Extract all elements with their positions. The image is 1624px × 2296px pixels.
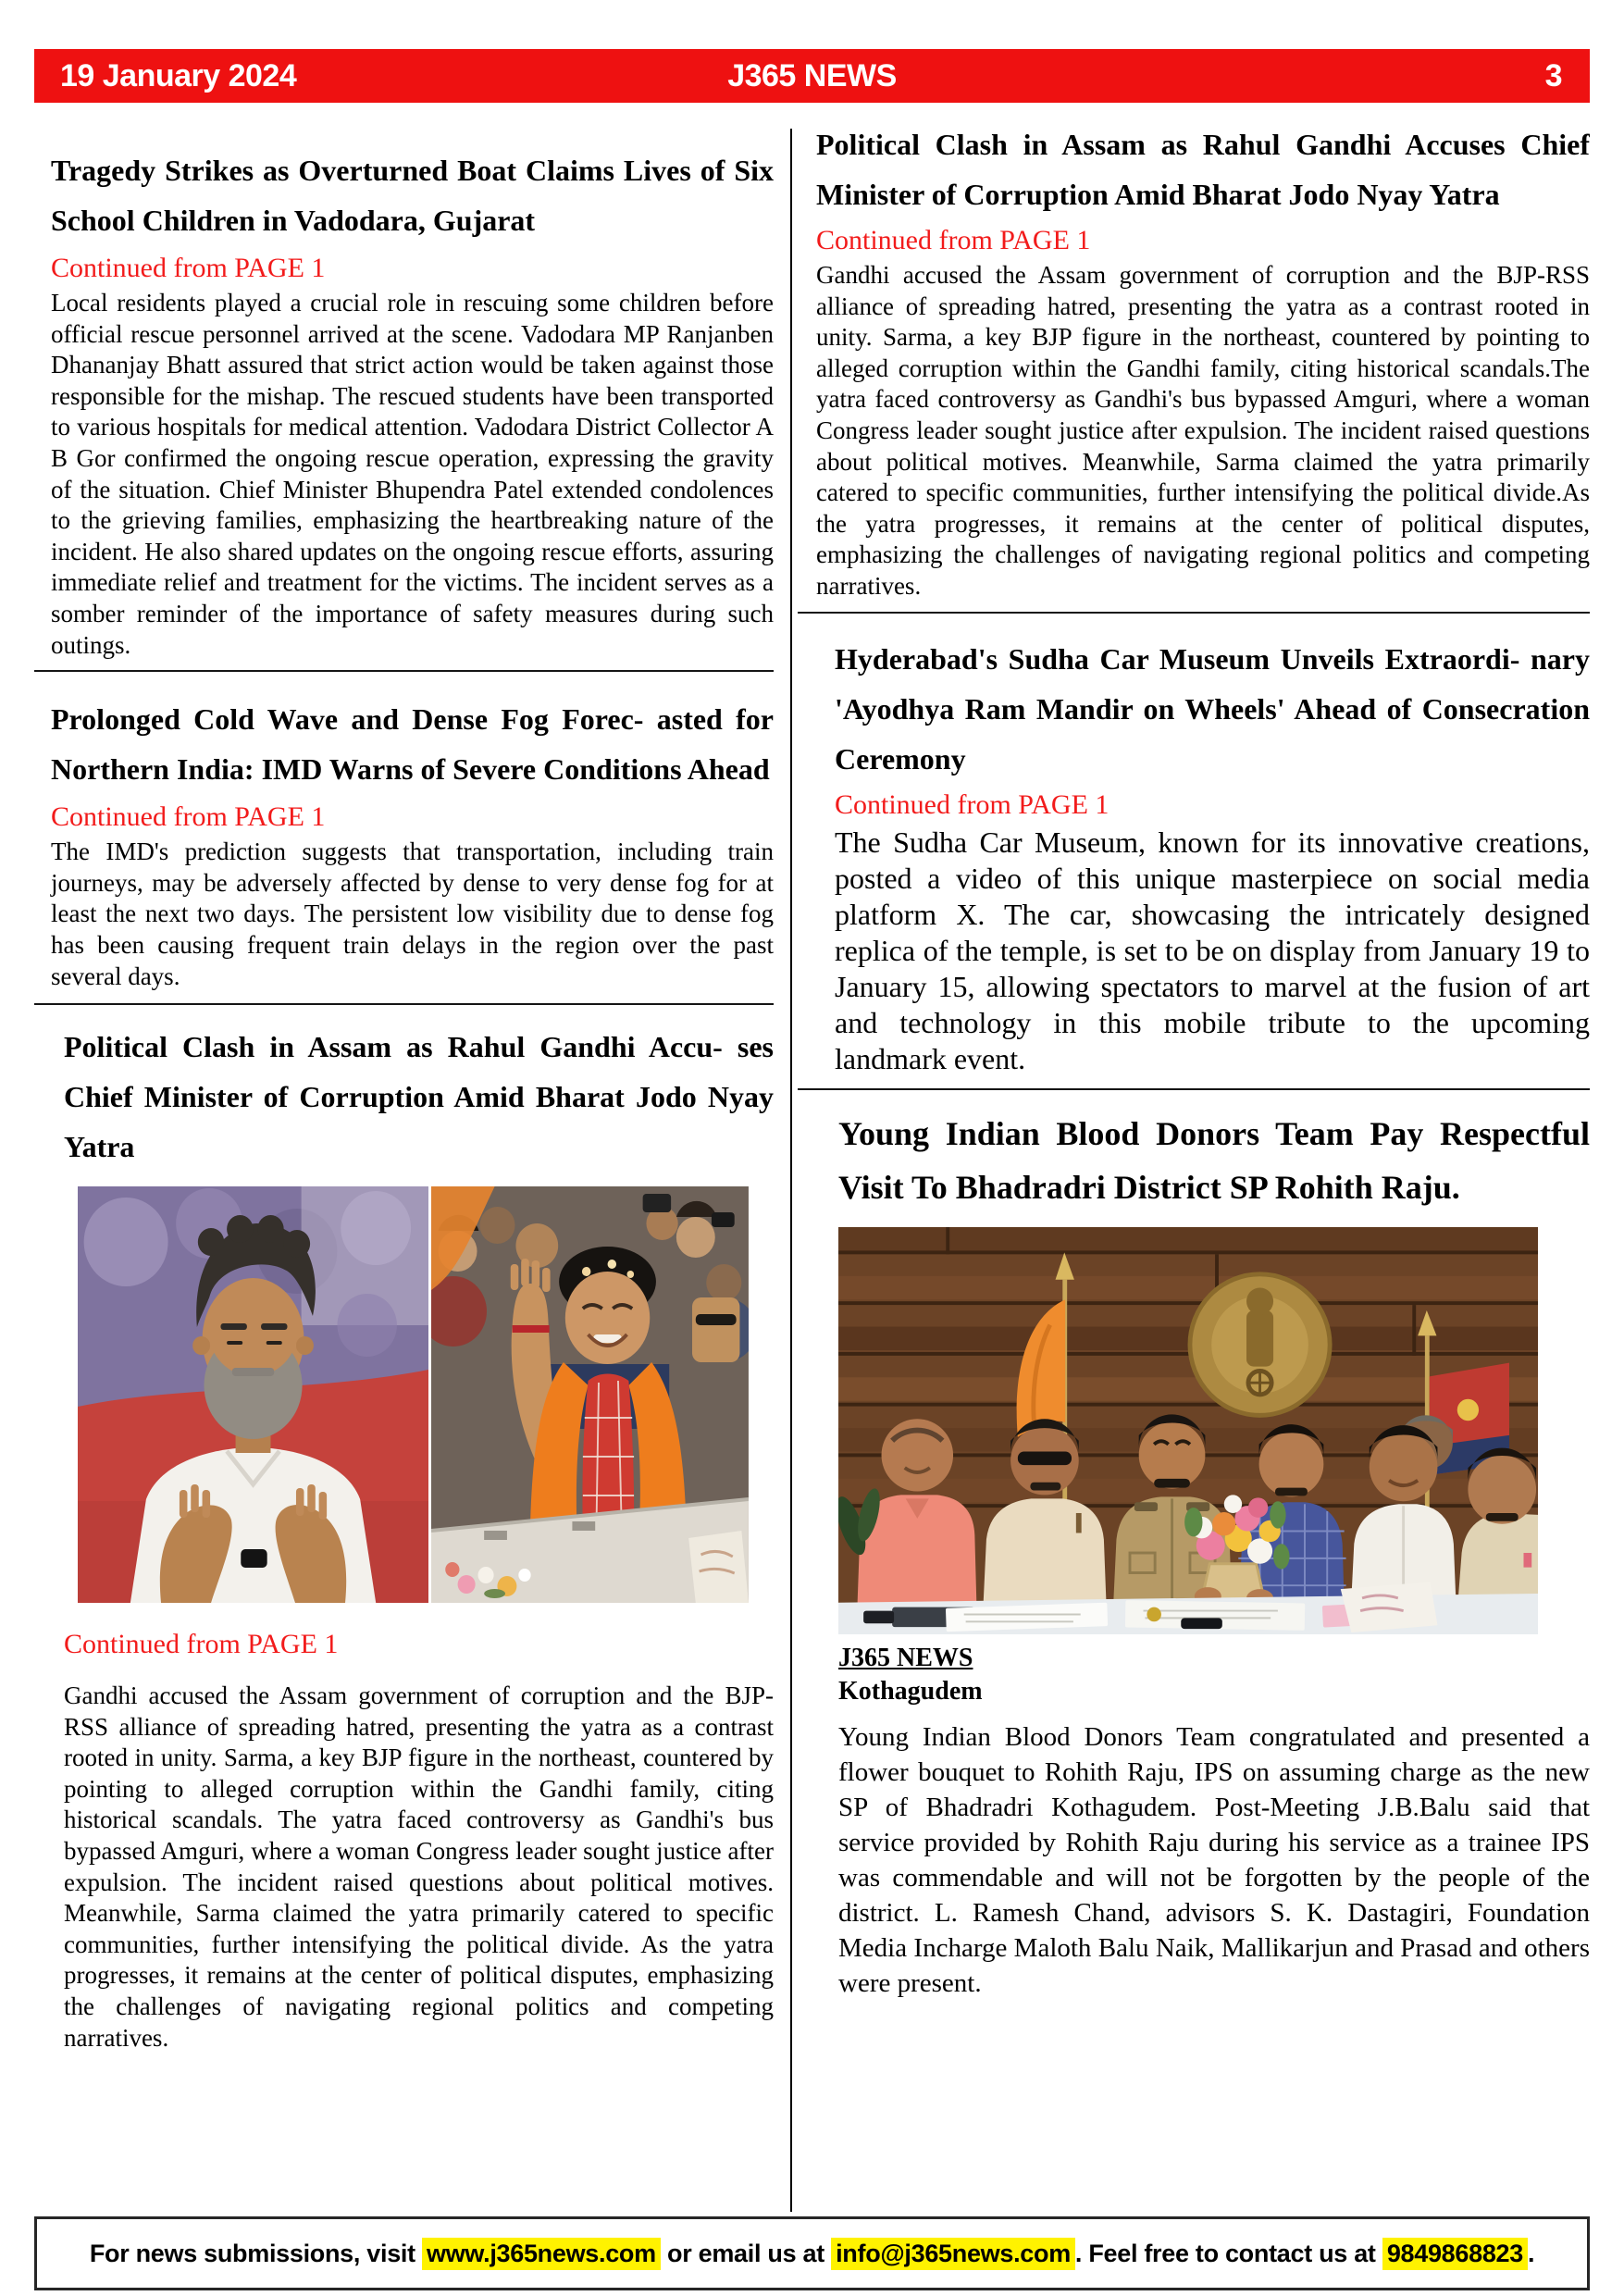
headline: Tragedy Strikes as Overturned Boat Claims Lives of Six School Children in Vadodara, Gujarat [51,154,774,237]
photo-sp-felicitation [838,1227,1538,1634]
photo-rahul-gandhi [78,1186,428,1603]
article-assam-clash-left [51,1022,774,2054]
footer-text: . Feel free to contact us at [1074,2239,1382,2267]
article-body: Gandhi accused the Assam government of corruption and the BJP-RSS alliance of spreading hatred, presenting the yatra as a contrast rooted in unity. Sarma, a key BJP figure in the northeast, countered by pointing to alleged corruption within the Gandhi family, citing historical scandals. The yatra faced controversy as Gandhi's bus bypassed Amguri, where a woman Congress leader sought justice after expulsion. The incident raised questions about political motives. Meanwhile, Sarma claimed the yatra primarily catered to specific communities, further intensifying the political divide. As the yatra progresses, it remains at the center of political disputes, emphasizing the challenges of navigating regional politics and competing narratives. [64,1682,774,2052]
page-number: 3 [1544,57,1562,93]
continued-from-tag: Continued from PAGE 1 [835,788,1110,820]
footer-text: For news submissions, visit [89,2239,423,2267]
article-body: Gandhi accused the Assam government of corruption and the BJP-RSS alliance of spreading hatred, presenting the yatra as a contrast rooted in unity. Sarma, a key BJP figure in the northeast, countered by pointing to alleged corruption within the Gandhi family, citing historical scandals.The yatra faced controversy as Gandhi's bus bypassed Amguri, where a woman Congress leader sought justice after expulsion. The incident raised questions about political motives. Meanwhile, Sarma claimed the yatra primarily catered to specific communities, further intensifying the political divide.As the yatra progresses, it remains at the center of political disputes, emphasizing the challenges of navigating regional politics and competing narratives. [816,261,1590,600]
continued-from-tag: Continued from PAGE 1 [51,801,326,833]
footer-strip [34,2216,1590,2290]
article-body: Local residents played a crucial role in rescuing some children before official rescue personnel arrived at the scene. Vadodara MP Ranjanben Dhananjay Bhatt assured that strict action would be taken against those responsible for the mishap. The rescued students have been transported to various hospitals for medical attention. Vadodara District Collector A B Gor confirmed the ongoing rescue operation, expressing the gravity of the situation. Chief Minister Bhupendra Patel extended condolences to the grieving families, emphasizing the heartbreaking nature of the incident. He also shared updates on the ongoing rescue efforts, assuring immediate relief and treatment for the victims. The incident serves as a somber reminder of the importance of safety measures during such outings. [51,289,774,659]
headline: Prolonged Cold Wave and Dense Fog Forec- asted for Northern India: IMD Warns of Severe Conditions Ahead [51,702,774,787]
article-cold-wave [51,694,774,992]
headline: Political Clash in Assam as Rahul Gandhi Accu- ses Chief Minister of Corruption Amid Bharat Jodo Nyay Yatra [64,1030,774,1164]
headline: Political Clash in Assam as Rahul Gandhi Accuses Chief Minister of Corruption Amid Bharat Jodo Nyay Yatra [816,128,1590,211]
footer-email: info@j365news.com [831,2238,1075,2270]
footer-text: or email us at [660,2239,832,2267]
article-divider [34,1003,774,1005]
columns [34,103,1590,2212]
article-body: Young Indian Blood Donors Team congratulated and presented a flower bouquet to Rohith Raju, IPS on assuming charge as the new SP of Bhadradri Kothagudem. Post-Meeting J.B.Balu said that service provided by Rohith Raju during his service as a trainee IPS was commendable and will not be forgotten by the people of the district. L. Ramesh Chand, advisors S. K. Dastagiri, Foundation Media Incharge Maloth Balu Naik, Mallikarjun and Prasad and others were present. [838,1721,1590,1998]
footer-website: www.j365news.com [422,2238,661,2270]
photo-himanta-sarma [431,1186,749,1603]
article-divider [34,670,774,672]
article-sudha-car-museum [816,634,1590,1077]
caption-location: Kothagudem [838,1676,983,1706]
article-divider [798,1088,1590,1090]
footer-text: . [1527,2239,1535,2267]
photo-montage [78,1186,749,1603]
article-boat-tragedy [51,145,774,661]
photo-caption [838,1642,1590,1708]
continued-from-tag: Continued from PAGE 1 [51,253,326,283]
continued-from-tag: Continued from PAGE 1 [64,1629,339,1660]
caption-source: J365 NEWS [838,1643,973,1672]
article-body: The Sudha Car Museum, known for its innovative creations, posted a video of this unique masterpiece on social media platform X. The car, showcasing the intricately designed replica of the temple, is set to be on display from January 19 to January 15, allowing spectators to marvel at the fusion of art and technology in this mobile tribute to the upcoming landmark event. [835,825,1590,1075]
article-body: The IMD's prediction suggests that transportation, including train journeys, may be adversely affected by dense to very dense fog for at least the next two days. The persistent low visibility due to dense fog has been causing frequent train delays in the region over the past several days. [51,838,774,990]
masthead-bar [34,49,1590,103]
right-column [792,103,1590,2212]
continued-from-tag: Continued from PAGE 1 [816,225,1091,255]
masthead: J365 NEWS [727,57,897,93]
footer-phone: 9849868823 [1382,2238,1528,2270]
article-divider [798,612,1590,614]
left-column [34,103,779,2212]
headline: Hyderabad's Sudha Car Museum Unveils Extraordi- nary 'Ayodhya Ram Mandir on Wheels' Ahead of Consecration Ceremony [835,641,1590,776]
headline: Young Indian Blood Donors Team Pay Respectful Visit To Bhadradri District SP Rohith Raju. [838,1114,1590,1206]
article-blood-donors-visit [816,1107,1590,2001]
issue-date: 19 January 2024 [60,57,297,93]
article-assam-clash-right [816,119,1590,602]
